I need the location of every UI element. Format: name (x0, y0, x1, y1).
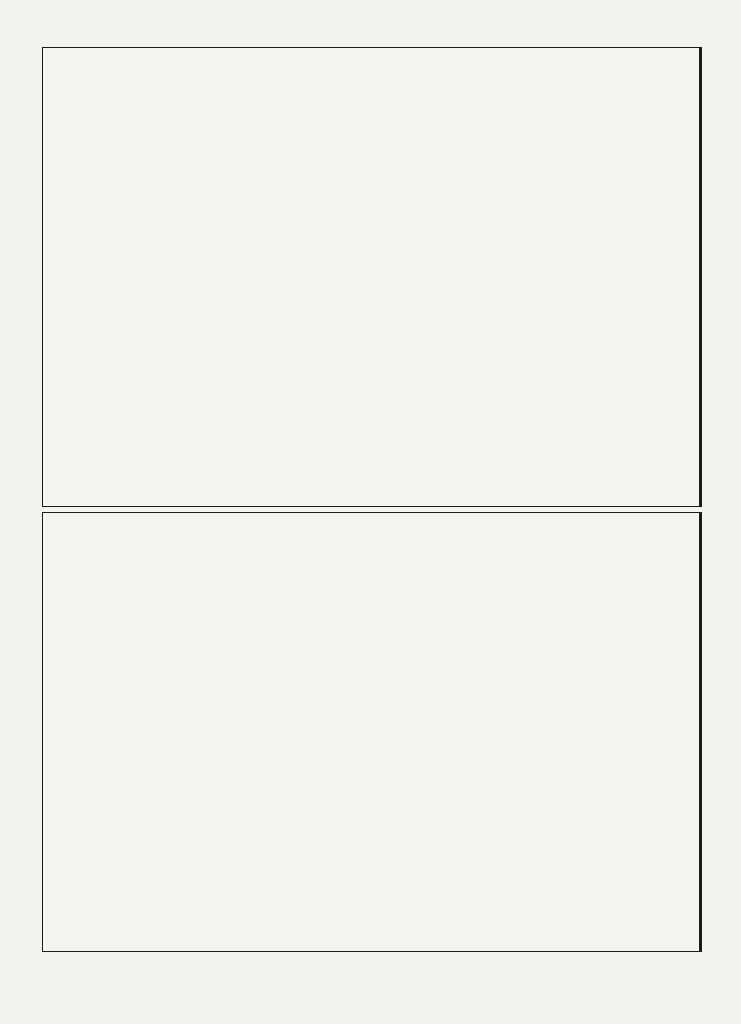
top-roster-table (42, 47, 702, 507)
bottom-roster-table (42, 512, 702, 952)
